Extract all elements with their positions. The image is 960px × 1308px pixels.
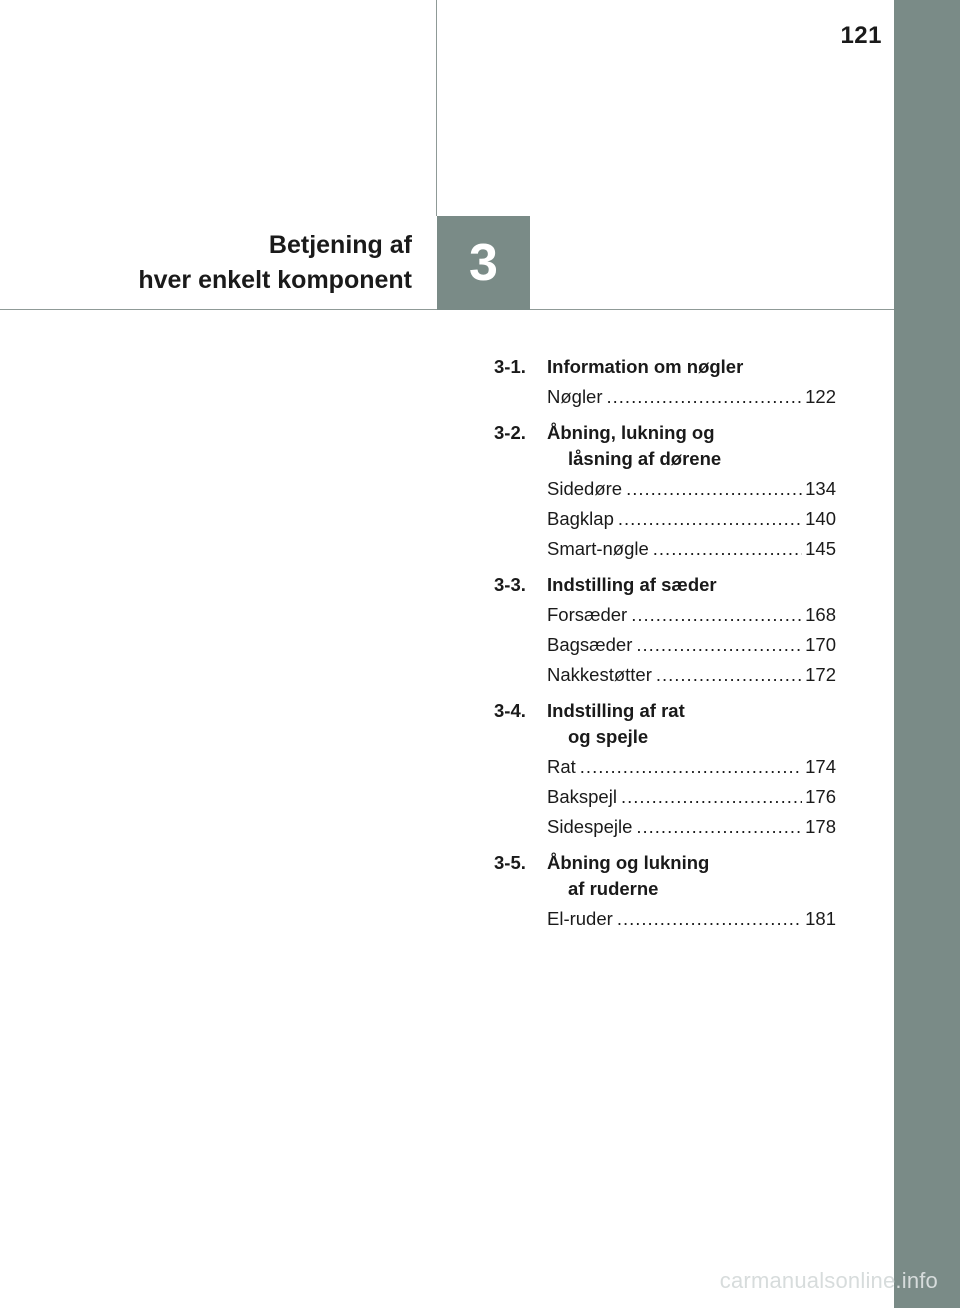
dot-leader [636,812,802,842]
section-title-line: Indstilling af rat [547,700,685,721]
toc-entry-page: 140 [805,508,836,529]
toc-section [494,354,836,412]
section-title [547,850,709,902]
dot-leader [631,600,802,630]
section-heading [494,420,836,472]
section-title-line: og spejle [568,726,649,747]
section-title [547,698,685,750]
section-title-line: af ruderne [568,878,659,899]
toc-entry-page: 176 [805,786,836,807]
toc-entry-label: Sidedøre [547,478,623,499]
section-title [547,420,721,472]
toc-entry[interactable] [494,660,836,690]
toc-section [494,850,836,934]
page-number: 121 [840,22,882,49]
toc-entry[interactable] [494,504,836,534]
chapter-title [40,228,412,298]
toc-entry-label: Sidespejle [547,816,633,837]
toc-entry-label: Smart-nøgle [547,538,649,559]
toc-entry-label: Bakspejl [547,786,617,807]
section-title-line: Åbning, lukning og [547,422,715,443]
toc-entry[interactable] [494,782,836,812]
section-title-line: låsning af dørene [568,448,722,469]
toc-entry-page: 145 [805,538,836,559]
toc-entry-page: 168 [805,604,836,625]
section-heading [494,850,836,902]
section-heading [494,698,836,750]
toc-entry[interactable] [494,600,836,630]
section-title [547,572,717,598]
toc-section [494,572,836,690]
toc-entry[interactable] [494,382,836,412]
toc-entry-label: Forsæder [547,604,628,625]
section-title-line: Indstilling af sæder [547,574,717,595]
dot-leader [626,474,802,504]
toc-entry[interactable] [494,752,836,782]
toc-entry-page: 181 [805,908,836,929]
dot-leader [656,660,802,690]
toc-entry-label: Nøgler [547,386,603,407]
section-number: 3-5. [494,852,526,873]
dot-leader [618,504,802,534]
toc-entry-label: Bagsæder [547,634,633,655]
toc-entry-page: 170 [805,634,836,655]
toc-entry[interactable] [494,904,836,934]
dot-leader [607,382,803,412]
toc-entry-label: Bagklap [547,508,614,529]
toc-entry-page: 178 [805,816,836,837]
toc-entry[interactable] [494,812,836,842]
section-title-line: Åbning og lukning [547,852,710,873]
dot-leader [617,904,802,934]
toc-entry-page: 172 [805,664,836,685]
toc-entry[interactable] [494,630,836,660]
section-title [547,354,743,380]
section-number: 3-3. [494,574,526,595]
section-number: 3-2. [494,422,526,443]
section-heading [494,354,836,380]
toc-entry[interactable] [494,474,836,504]
table-of-contents [494,354,836,942]
toc-entry-page: 122 [805,386,836,407]
toc-entry-label: Nakkestøtter [547,664,652,685]
toc-entry[interactable] [494,534,836,564]
dot-leader [636,630,802,660]
chapter-number-box: 3 [437,216,530,310]
dot-leader [621,782,802,812]
toc-section [494,698,836,842]
toc-section [494,420,836,564]
chapter-title-line: Betjening af [268,231,412,259]
vertical-divider [436,0,437,216]
toc-entry-label: El-ruder [547,908,613,929]
toc-entry-page: 174 [805,756,836,777]
section-title-line: Information om nøgler [547,356,744,377]
dot-leader [580,752,802,782]
watermark: carmanualsonline.info [719,1268,938,1293]
toc-entry-page: 134 [805,478,836,499]
chapter-title-line: hver enkelt komponent [138,266,412,294]
section-number: 3-1. [494,356,526,377]
dot-leader [653,534,802,564]
toc-entry-label: Rat [547,756,576,777]
chapter-side-tab [894,0,960,1308]
section-heading [494,572,836,598]
section-number: 3-4. [494,700,526,721]
